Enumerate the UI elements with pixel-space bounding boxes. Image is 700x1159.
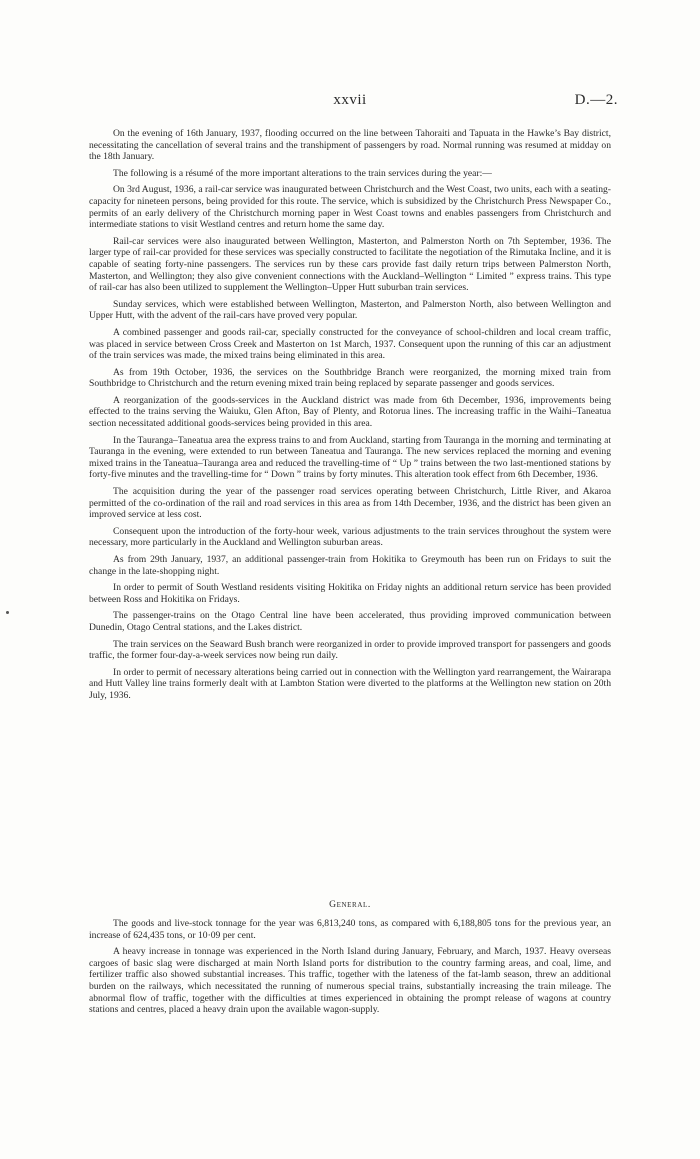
paragraph: In order to permit of necessary alterations being carried out in connection with the Wellington yard rearrangement, the Wairarapa and Hutt Valley line trains formerly dealt with at Lambton Station were diverted to the platforms at the Wellington new station on 20th July, 1936. — [89, 666, 611, 701]
section-heading: General. — [329, 899, 371, 910]
page-number: xxvii — [333, 92, 367, 108]
paragraph: Rail-car services were also inaugurated between Wellington, Masterton, and Palmerston North on 7th September, 1936. The larger type of rail-car provided for these services was specially constructed to facilitate the negotiation of the Rimutaka Incline, and it is capable of seating forty-nine passengers. The services run by these cars provide fast daily return trips between Palmerston North, Masterton, and Wellington; they also give convenient connections with the Auckland–Wellington “ Limited ” express trains. This type of rail-car has also been utilized to supplement the Wellington–Upper Hutt suburban train services. — [89, 235, 611, 294]
paragraph: The following is a résumé of the more important alterations to the train services during the year:— — [113, 167, 492, 179]
paragraph: In order to permit of South Westland residents visiting Hokitika on Friday nights an additional return service has been provided between Ross and Hokitika on Fridays. — [89, 582, 611, 605]
paragraph: A heavy increase in tonnage was experienced in the North Island during January, February, and March, 1937. Heavy overseas cargoes of basic slag were discharged at main North Island ports for distribution to the country farming areas, and coal, lime, and fertilizer traffic also showed substantial increases. This traffic, together with the lateness of the fat-lamb season, threw an additional burden on the railways, which necessitated the running of numerous special trains, substantially increasing the train mileage. The abnormal flow of traffic, together with the difficulties at times experienced in obtaining the prompt release of wagons at country stations and centres, placed a heavy drain upon the available wagon-supply. — [89, 946, 611, 1016]
paragraph: The goods and live-stock tonnage for the year was 6,813,240 tons, as compared with 6,188,805 tons for the previous year, an increase of 624,435 tons, or 10·09 per cent. — [89, 918, 611, 941]
paragraph: Consequent upon the introduction of the forty-hour week, various adjustments to the train services throughout the system were necessary, more particularly in the Auckland and Wellington suburban areas. — [89, 525, 611, 549]
paragraph: On 3rd August, 1936, a rail-car service was inaugurated between Christchurch and the West Coast, two units, each with a seating-capacity for nineteen persons, being provided for this route. The service, which is subsidized by the Christchurch Press Newspaper Co., permits of an early delivery of the Christchurch morning paper in West Coast towns and enables passengers from Christchurch and intermediate stations to visit Westland centres and return home the same day. — [89, 184, 611, 231]
paragraph: Sunday services, which were established between Wellington, Masterton, and Palmerston North, also between Wellington and Upper Hutt, with the advent of the rail-cars have proved very popular. — [89, 298, 611, 322]
paragraph: The acquisition during the year of the passenger road services operating between Christchurch, Little River, and Akaroa permitted of the co-ordination of the rail and road services in this area as from 14th December, 1936, and the district has been given an improved service at less cost. — [89, 486, 611, 521]
paragraph: In the Tauranga–Taneatua area the express trains to and from Auckland, starting from Tauranga in the morning and terminating at Tauranga in the evening, were extended to run between Taneatua and Tauranga. The new services replaced the morning and evening mixed trains in the Taneatua–Tauranga area and reduced the travelling-time of “ Up ” trains between the two last-mentioned stations by forty-five minutes and the travelling-time for “ Down ” trains by forty minutes. This alteration took effect from 6th December, 1936. — [89, 434, 611, 481]
paragraph: As from 19th October, 1936, the services on the Southbridge Branch were reorganized, the morning mixed train from Southbridge to Christchurch and the return evening mixed train being replaced by separate passenger and goods services. — [89, 366, 611, 390]
paragraph: As from 29th January, 1937, an additional passenger-train from Hokitika to Greymouth has been run on Fridays to suit the change in the late-shopping night. — [89, 554, 611, 577]
paragraph: A reorganization of the goods-services in the Auckland district was made from 6th December, 1936, improvements being effected to the trains serving the Waiuku, Glen Afton, Bay of Plenty, and Rotorua lines. The increasing traffic in the Waihi–Taneatua section necessitated additional goods-services being provided in this area. — [89, 394, 611, 430]
paragraph: The train services on the Seaward Bush branch were reorganized in order to provide improved transport for passengers and goods traffic, the former four-day-a-week services now being run daily. — [89, 638, 611, 662]
paragraph: On the evening of 16th January, 1937, flooding occurred on the line between Tahoraiti and Tapuata in the Hawke’s Bay district, necessitating the cancellation of several trains and the transhipment of passengers by road. Normal running was resumed at midday on the 18th January. — [89, 128, 611, 163]
paragraph: The passenger-trains on the Otago Central line have been accelerated, thus providing improved communication between Dunedin, Otago Central stations, and the Lakes district. — [89, 610, 611, 633]
section-text — [89, 918, 611, 1021]
main-text — [89, 128, 611, 707]
document-reference: D.—2. — [574, 92, 618, 108]
margin-speck — [6, 611, 9, 614]
paragraph: A combined passenger and goods rail-car, specially constructed for the conveyance of school-children and local cream traffic, was placed in service between Cross Creek and Masterton on 1st March, 1937. Consequent upon the running of this car an adjustment of the train services was made, the mixed trains being eliminated in this area. — [89, 326, 611, 362]
